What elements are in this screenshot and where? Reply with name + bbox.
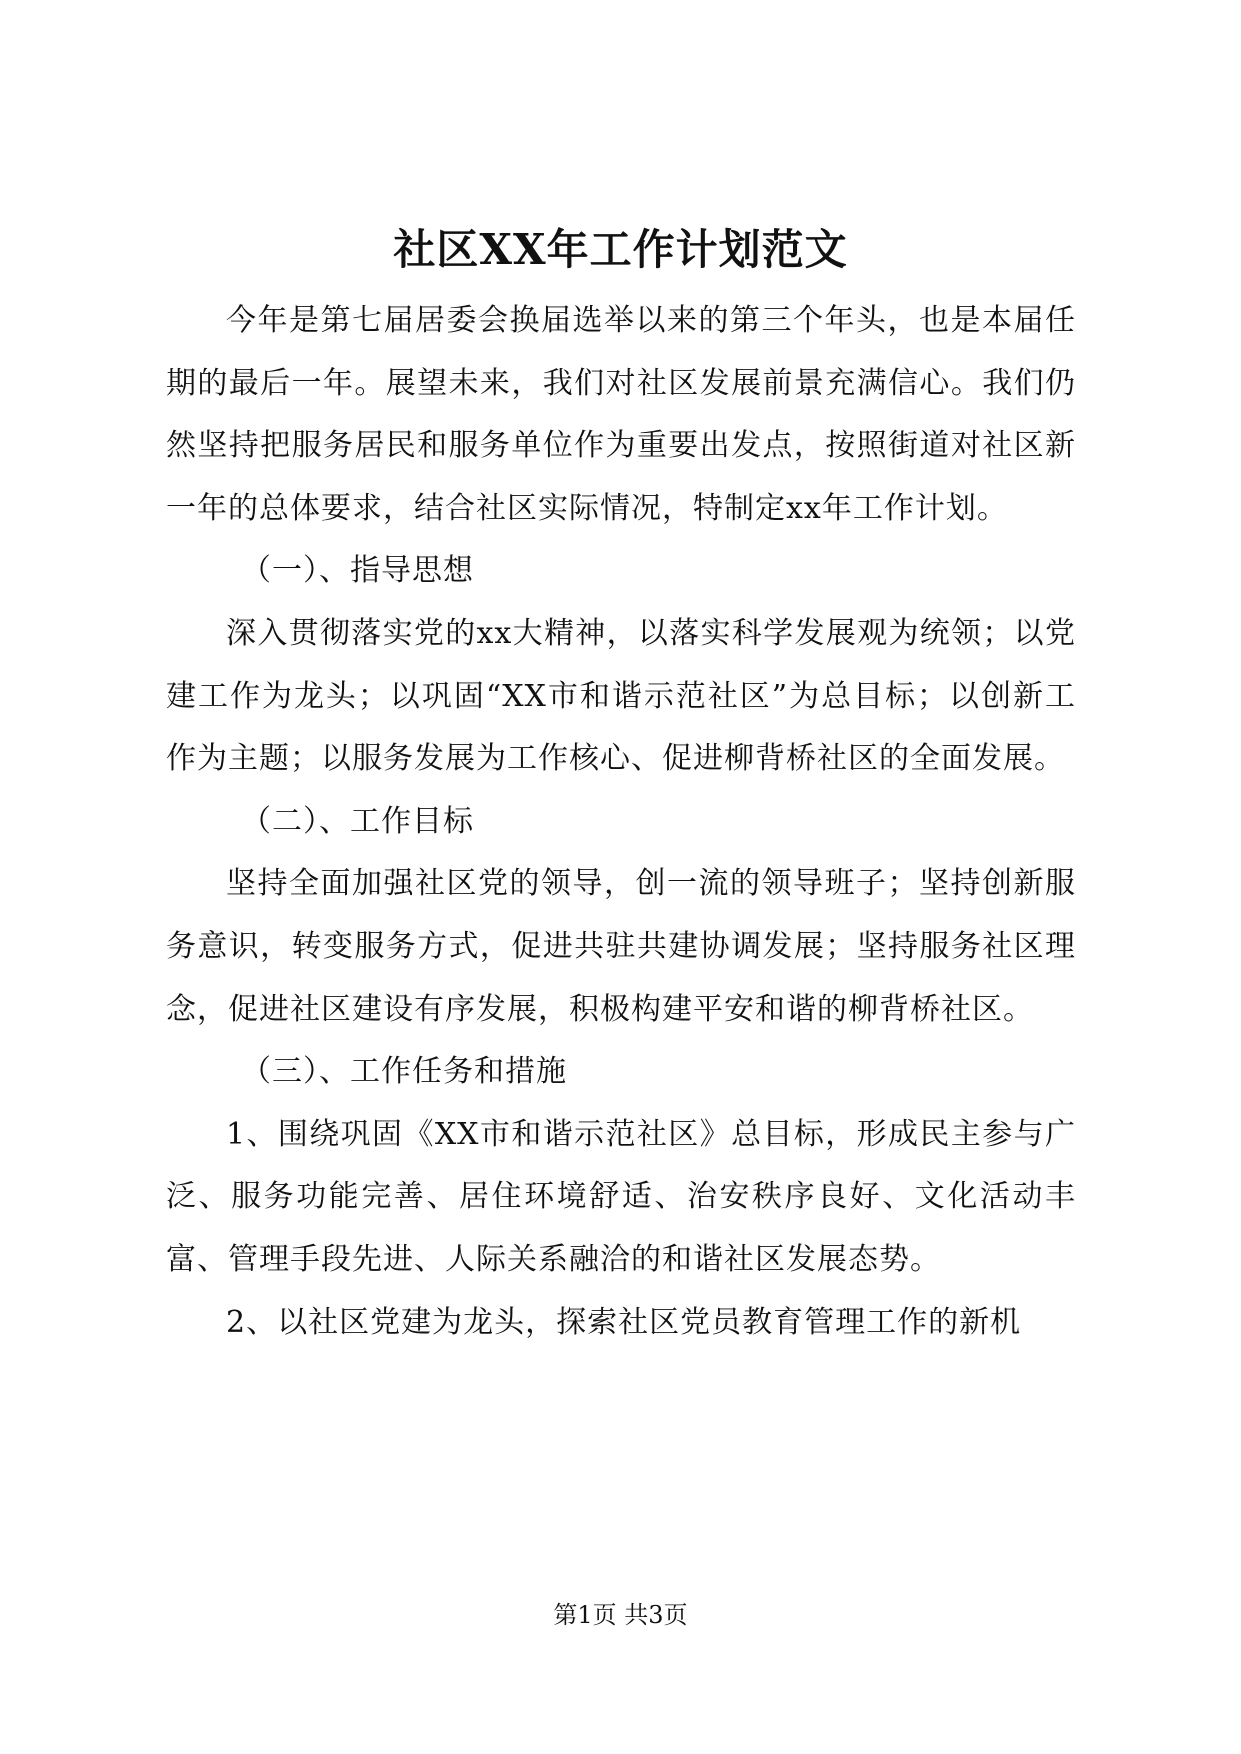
document-body	[166, 290, 1076, 1354]
section-heading-work-goals: （二）、工作目标	[241, 803, 474, 839]
paragraph-work-goals: 坚持全面加强社区党的领导，创一流的领导班子；坚持创新服务意识，转变服务方式，促进共驻共建协调发展；坚持服务社区理念，促进社区建设有序发展，积极构建平安和谐的柳背桥社区。	[166, 866, 1076, 1027]
paragraph-task-1: 1、围绕巩固《XX市和谐示范社区》总目标，形成民主参与广泛、服务功能完善、居住环境舒适、治安秩序良好、文化活动丰富、管理手段先进、人际关系融洽的和谐社区发展态势。	[166, 1116, 1076, 1277]
paragraph-intro: 今年是第七届居委会换届选举以来的第三个年头，也是本届任期的最后一年。展望未来，我们对社区发展前景充满信心。我们仍然坚持把服务居民和服务单位作为重要出发点，按照街道对社区新一年的总体要求，结合社区实际情况，特制定xx年工作计划。	[166, 303, 1076, 526]
paragraph-task-2: 2、以社区党建为龙头，探索社区党员教育管理工作的新机	[226, 1304, 1022, 1340]
section-heading-tasks-measures: （三）、工作任务和措施	[241, 1054, 567, 1090]
page-footer: 第1页 共3页	[553, 1601, 688, 1629]
section-heading-guiding-ideology: （一）、指导思想	[241, 553, 474, 589]
paragraph-guiding-ideology: 深入贯彻落实党的xx大精神，以落实科学发展观为统领；以党建工作为龙头；以巩固“XX市和谐示范社区”为总目标；以创新工作为主题；以服务发展为工作核心、促进柳背桥社区的全面发展。	[166, 615, 1076, 777]
document-title: 社区XX年工作计划范文	[393, 225, 848, 274]
